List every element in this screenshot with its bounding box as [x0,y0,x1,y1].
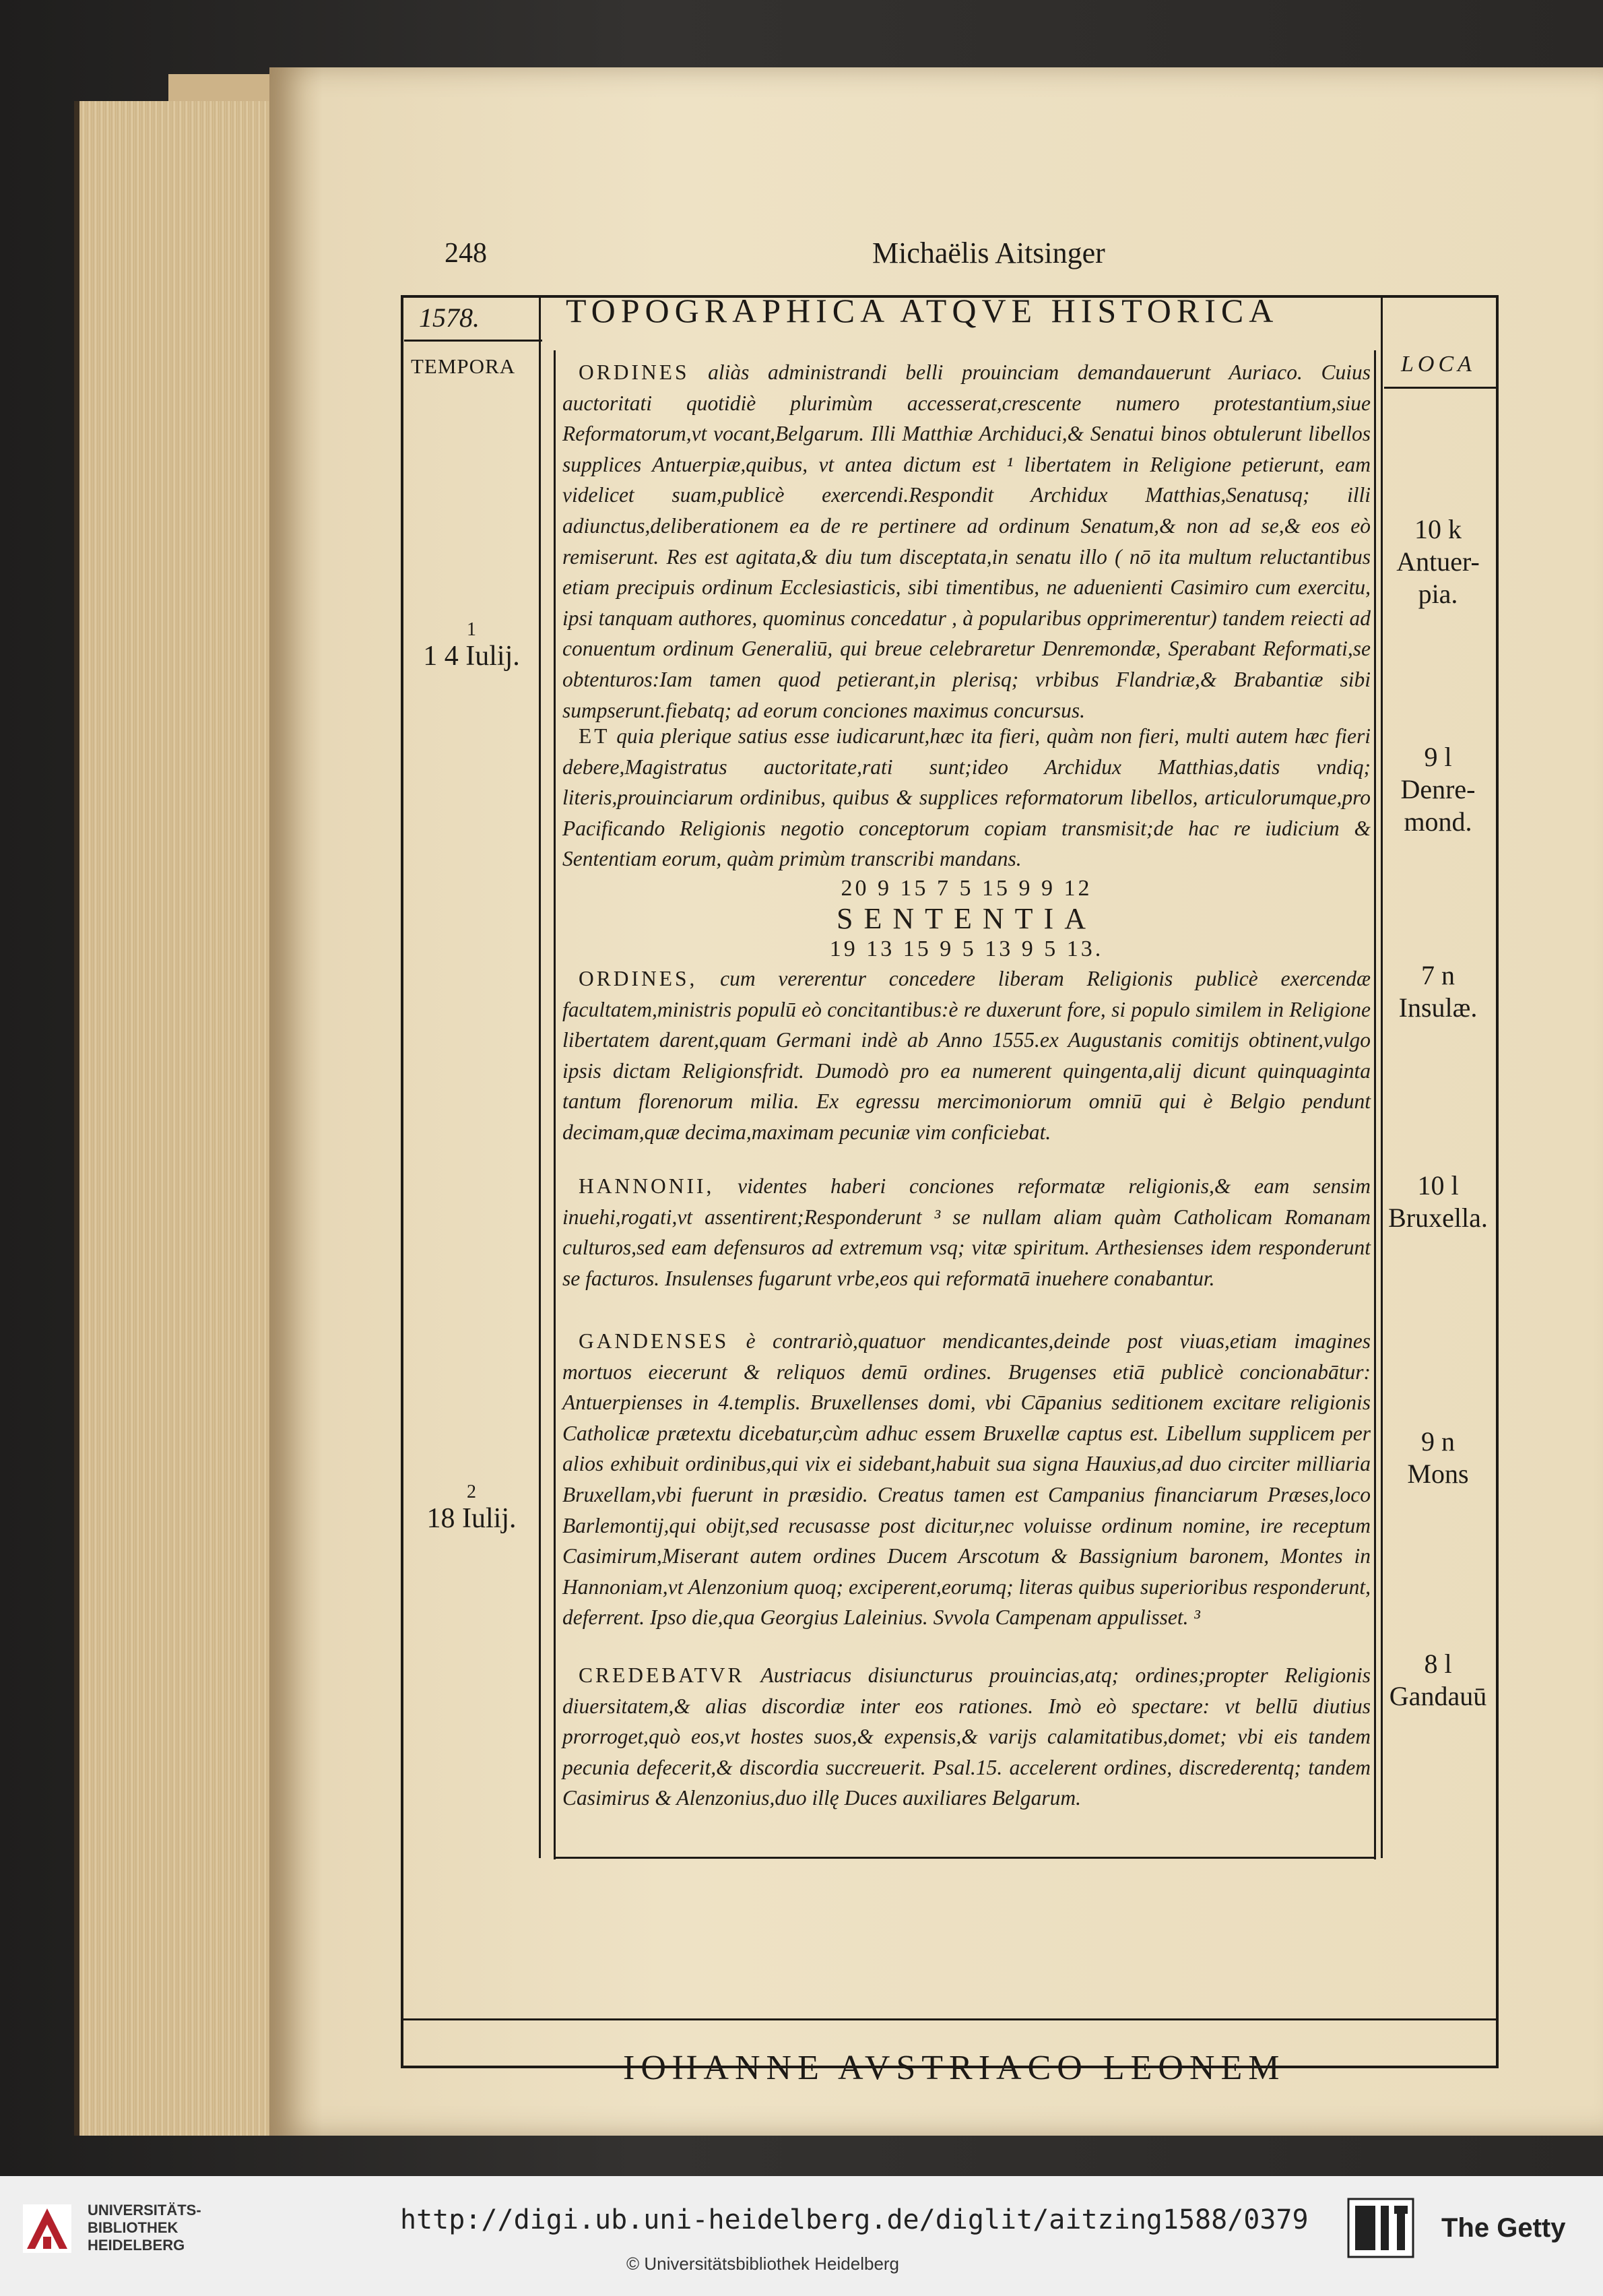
place-grid-ref: 9 l [1424,742,1452,772]
university-name: UNIVERSITÄTS- BIBLIOTHEK HEIDELBERG [88,2202,201,2254]
margin-date-1 [411,620,532,672]
paragraph-lead: CREDEBATVR [579,1663,745,1687]
paragraph-lead: ORDINES [579,360,690,384]
loca-label: LOCA [1401,352,1476,377]
margin-date-2 [411,1482,532,1535]
cipher-line-2: 19 13 15 9 5 13 9 5 13. [829,936,1104,961]
frame-right-label-rule [1384,387,1497,389]
sententia-heading: SENTENTIA [837,902,1097,935]
paragraph-text: è contrariò,quatuor mendicantes,deinde post viuas,etiam imagines mortuos eiecerunt & reliquos demū ordines. Brugenses etiā publicè concionabātur: Antuerpienses in 4.templis. Bruxellenses domi, vbi Cāpanius seditionem excitare religionis Catholicæ prætextu dicebatur,cùm adhuc essem Bruxellæ captus est. Libellum supplicem per alios exhibuit ordinibus,qui vix ei sidebant,habuit sua signa Hauxius,ad duo circiter milliaria Bruxellam,vbi fuerunt in præsidio. Creatus tamen est Campanius financiarum Præses,loco Barlemontij,qui obijt,sed recusasse post dicitur,nec voluisse ordinum nomine, ire receptum Casimirum,Miserant autem ordines Ducem Arscotum & Bassignium baronem, Montes in Hannoniam,vt Alenzonium quoq; exciperent,eorumq; literas quibus superioribus responderunt, deferrent. Ipso die,qua Georgius Laleinius. Svvola Campenam appulisset. ³ [562,1329,1371,1630]
paragraph-et-quia [562,721,1371,874]
paragraph-gandenses [562,1326,1371,1633]
paragraph-credebatur [562,1660,1371,1814]
place-mons [1374,1426,1502,1490]
getty-name: The Getty [1441,2213,1566,2243]
place-gandauum [1374,1648,1502,1713]
cipher-line-1: 20 9 15 7 5 15 9 9 12 [841,876,1092,901]
running-title: Michaëlis Aitsinger [872,236,1105,269]
university-logo-icon [20,2202,74,2256]
frame-inner-left-rule [554,350,556,1859]
book-page-edges [74,101,288,2136]
paragraph-text: quia plerique satius esse iudicarunt,hæc ita fieri, quàm non fieri, multi autem hæc fieri debere,Magistratus auctoritate,rati sunt;ideo Archidux Matthias,datis vndiq; literis,prouinciarum ordinibus, quibus & supplices reformatorum libellos, articulorumque,pro Pacificando Religionis negotio conceptorum copiam transmisit;de hac re iudicium & Sententiam eorum, quàm primùm transcribi mandans. [562,724,1371,871]
getty-logo-icon [1347,2198,1414,2258]
place-antuerpia [1374,513,1502,610]
frame-text-bottom-rule [554,1857,1375,1859]
date-note-number: 2 [467,1481,476,1502]
date-text: 18 Iulij. [426,1503,517,1534]
paragraph-text: aliàs administrandi belli prouinciam demandauerunt Auriaco. Cuius auctoritati quotidiè plurimùm accesserat,crescente numero protestantium,siue Reformatorum,vt vocant,Belgarum. Illi Matthiæ Archiduci,& Senatui binos obtulerunt libellos supplices Antuerpiæ,quibus, vt antea dictum est ¹ libertatem in Religione petierunt, eam videlicet suam,publicè exercendi.Respondit Archidux Matthias,Senatusq; illi adiunctus,deliberationem ea de re pertinere ad ordinum Senatum,& non ad se,& eos eò remiserunt. Res est agitata,& diu tum disceptata,in senatu illo ( nō ita multum reluctantibus etiam precipuis ordinum Ecclesiasticis, sibi timentibus, ne aduenienti Casimiro cum exercitu, ipsi tanquam authores, quominus concedatur , à popularibus opprimerentur) tandem reiecti ad conuentum ordinum Generaliū, qui breue celebraretur Denremondæ, Sperabant Reformati,se obtenturos:Iam tamen quod petierant,in plerisq; vrbibus Flandriæ,& Brabantiæ sibi sumpserunt.fiebatq; ad eorum conciones maximus concursus. [562,360,1371,722]
place-name: Bruxella. [1388,1203,1488,1233]
paragraph-text: Austriacus disiuncturus prouincias,atq; ordines;propter Religionis diuersitatem,& alias discordiæ inter eos rationes. Imò eò spectare: vt bellū diutius prorroget,quò eos,vt hostes suos,& expensis,& varijs calamitatibus,domet; vbi eis tandem pecunia defecerit,& discordia succreuerit. Psal.15. accelerent ordines, discrederentq; tandem Casimirus & Alenzonius,duo illę Duces auxiliares Belgarum. [562,1663,1371,1810]
place-grid-ref: 7 n [1421,960,1455,990]
paragraph-text: videntes haberi conciones reformatæ religionis,& eam sensim inuehi,rogati,vt assentirent;Responderunt ³ se nullam aliam quàm Catholicam Romanam culturos,sed eam defensuros ad extremum vsq; vitæ spiritum. Arthesienses idem responderunt se facturos. Insulenses fugarunt vrbe,eos qui reformatā inuehere conabantur. [562,1174,1371,1290]
paragraph-ordines [562,357,1371,726]
year-label: 1578. [419,302,480,333]
frame-left-outer [401,295,403,2067]
place-grid-ref: 10 l [1417,1170,1459,1201]
frame-heading-underline [404,340,542,342]
permalink-url[interactable]: http://digi.ub.uni-heidelberg.de/diglit/aitzing1588/0379 [400,2204,1309,2235]
catchword-title: IOHANNE AVSTRIACO LEONEM [623,2049,1286,2087]
paragraph-lead: HANNONII, [579,1174,715,1198]
place-grid-ref: 8 l [1424,1649,1452,1679]
place-name: Mons [1407,1459,1469,1489]
paragraph-lead: GANDENSES [579,1329,729,1353]
place-name: Insulæ. [1398,992,1478,1023]
frame-left-column-rule [539,295,541,1858]
date-note-number: 1 [467,619,476,640]
copyright-notice: © Universitätsbibliothek Heidelberg [626,2254,900,2274]
page-heading: TOPOGRAPHICA ATQVE HISTORICA [566,292,1279,329]
page-number: 248 [445,238,487,269]
paragraph-text: cum vererentur concedere liberam Religionis publicè exercendæ facultatem,ministris populū eò concitantibus:è re duxerunt fore, si populo similem in Religione libertatem darent,quam Germani indè ab Anno 1555.ex Augustanis comitijs obtinent,vulgo ipsis dictam Religionsfridt. Dumodò pro ea numerent quingenta,alij dicunt quinquaginta tantum florenorum milia. Ex egressu mercimoniorum omniū qui è Belgio pendunt decimam,quæ decima,maximam pecuniæ vim conficiebat. [562,967,1371,1144]
date-text: 1 4 Iulij. [423,641,520,672]
frame-footer-rule [401,2018,1499,2020]
tempora-label: TEMPORA [411,354,516,378]
place-name: Antuer- pia. [1396,546,1480,609]
place-name: Gandauū [1389,1681,1487,1711]
place-name: Denre- mond. [1400,774,1476,837]
place-bruxella [1374,1170,1502,1234]
place-insulae [1374,959,1502,1024]
place-grid-ref: 10 k [1414,514,1462,544]
place-denremond [1374,741,1502,838]
paragraph-lead: ET [579,724,610,748]
paragraph-ordines-sententia [562,963,1371,1148]
paragraph-hannonii [562,1171,1371,1294]
place-grid-ref: 9 n [1421,1426,1455,1457]
paragraph-lead: ORDINES, [579,967,698,990]
